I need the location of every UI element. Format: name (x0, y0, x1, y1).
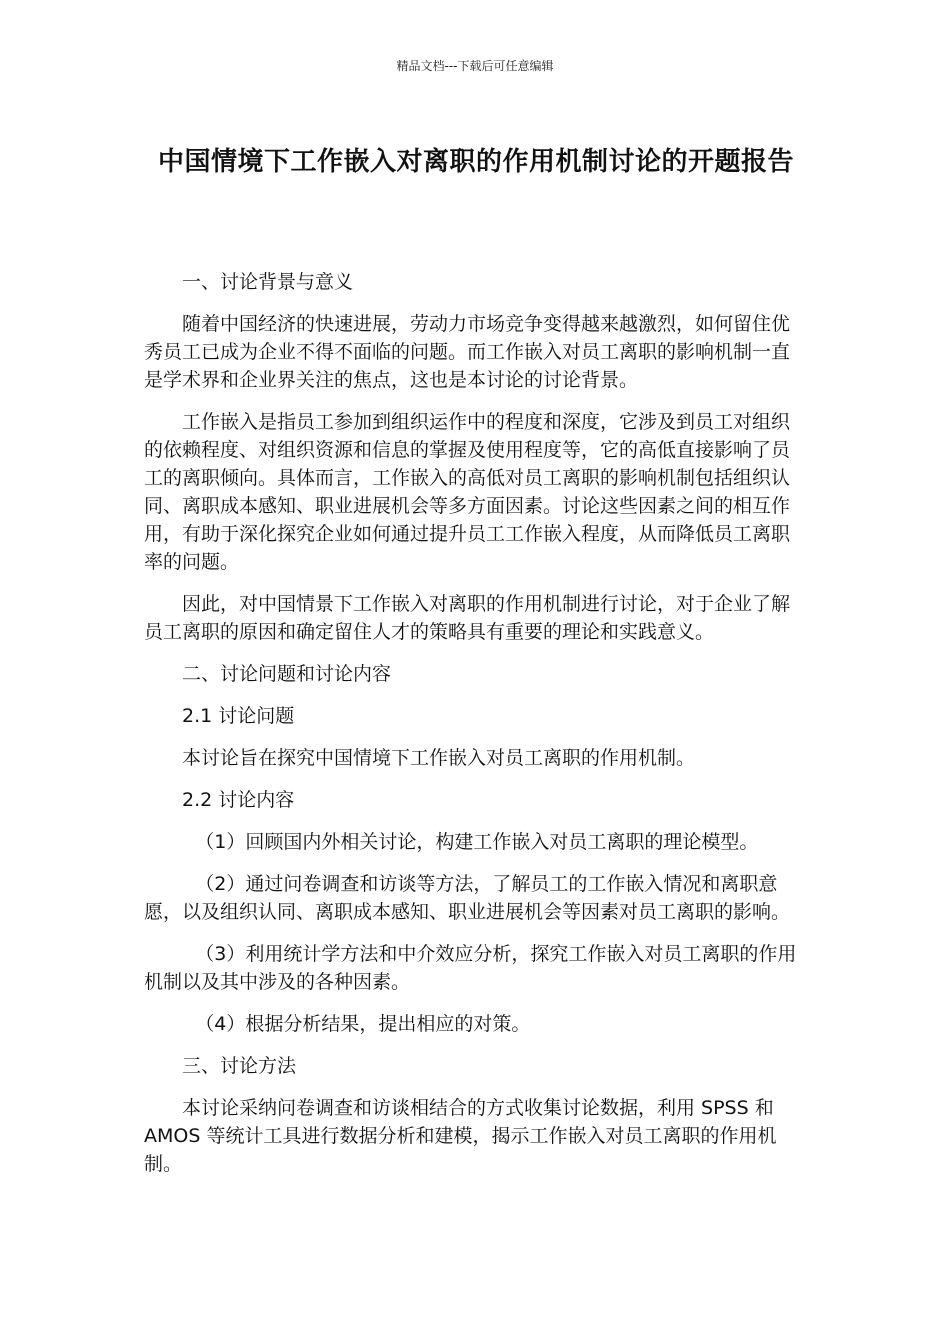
list-item-2: （2）通过问卷调查和访谈等方法，了解员工的工作嵌入情况和离职意愿，以及组织认同、离职成本感知、职业进展机会等因素对员工离职的影响。 (144, 873, 791, 923)
section-heading-methods: 三、讨论方法 (182, 1055, 297, 1077)
document-title: 中国情境下工作嵌入对离职的作用机制讨论的开题报告 (157, 147, 794, 177)
list-item-4: （4）根据分析结果，提出相应的对策。 (195, 1013, 531, 1035)
list-item-1: （1）回顾国内外相关讨论，构建工作嵌入对员工离职的理论模型。 (195, 831, 759, 853)
section-heading-background: 一、讨论背景与意义 (182, 271, 354, 293)
list-item-3: （3）利用统计学方法和中介效应分析，探究工作嵌入对员工离职的作用机制以及其中涉及的各种因素。 (144, 943, 797, 993)
paragraph-background-2: 工作嵌入是指员工参加到组织运作中的程度和深度，它涉及到员工对组织的依赖程度、对组织资源和信息的掌握及使用程度等，它的高低直接影响了员工的离职倾向。具体而言，工作嵌入的高低对员工离职的影响机制包括组织认同、离职成本感知、职业进展机会等多方面因素。讨论这些因素之间的相互作用，有助于深化探究企业如何通过提升员工工作嵌入程度，从而降低员工离职率的问题。 (144, 411, 791, 573)
document-body (144, 268, 806, 1192)
subsection-heading-2-1: 2.1 讨论问题 (182, 705, 295, 727)
paragraph-background-1: 随着中国经济的快速进展，劳动力市场竞争变得越来越激烈，如何留住优秀员工已成为企业不得不面临的问题。而工作嵌入对员工离职的影响机制一直是学术界和企业界关注的焦点，这也是本讨论的讨论背景。 (144, 313, 791, 391)
subsection-heading-2-2: 2.2 讨论内容 (182, 789, 295, 811)
paragraph-background-3: 因此，对中国情景下工作嵌入对离职的作用机制进行讨论，对于企业了解员工离职的原因和确定留住人才的策略具有重要的理论和实践意义。 (144, 593, 791, 643)
page-header-note: 精品文档---下载后可任意编辑 (396, 59, 554, 73)
section-heading-questions: 二、讨论问题和讨论内容 (182, 663, 392, 685)
paragraph-methods: 本讨论采纳问卷调查和访谈相结合的方式收集讨论数据，利用 SPSS 和 AMOS 等统计工具进行数据分析和建模，揭示工作嵌入对员工离职的作用机制。 (144, 1097, 777, 1175)
paragraph-question: 本讨论旨在探究中国情境下工作嵌入对员工离职的作用机制。 (182, 747, 696, 769)
